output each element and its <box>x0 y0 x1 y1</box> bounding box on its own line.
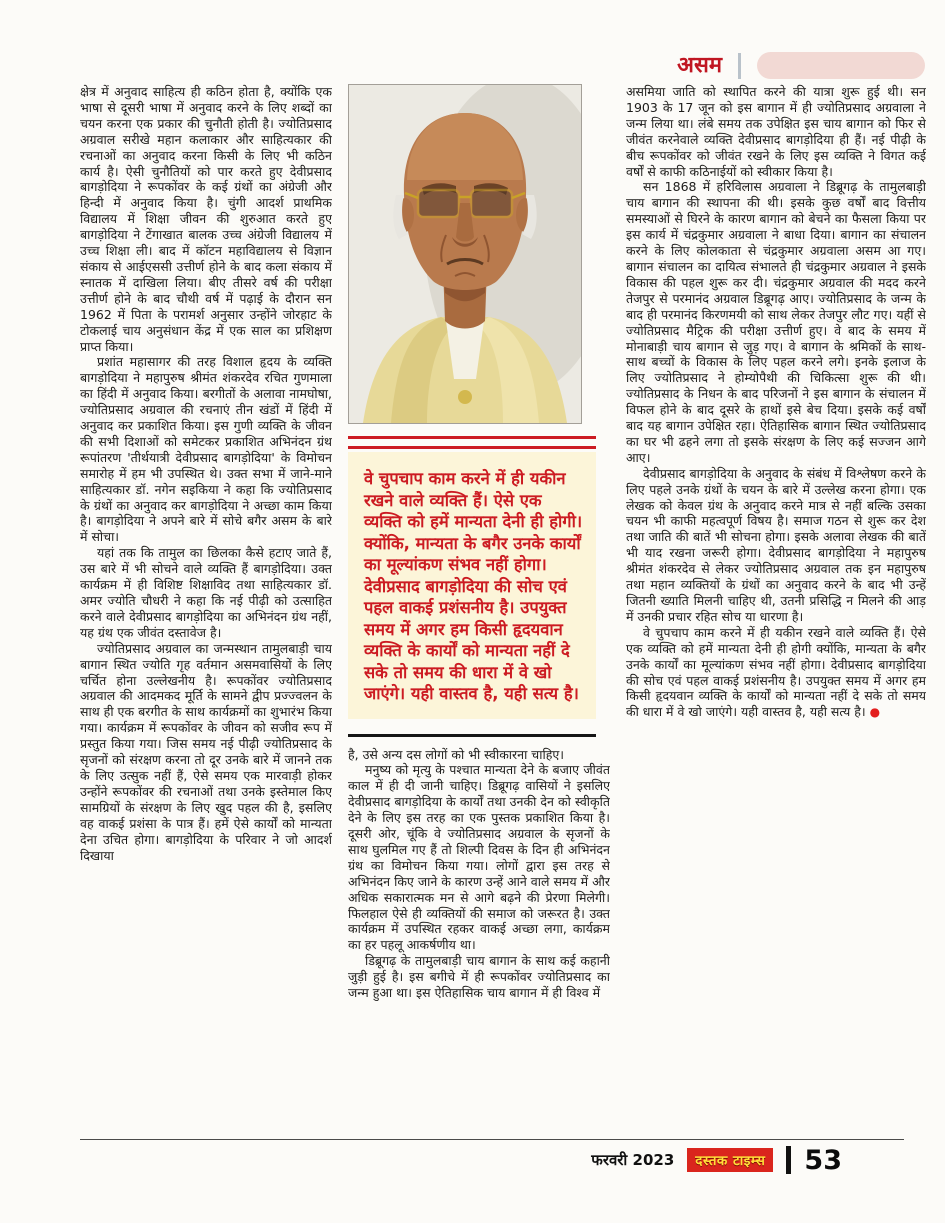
paragraph: असमिया जाति को स्थापित करने की यात्रा शुरू हुई थी। सन 1903 के 17 जून को इस बागान में ही ज्योतिप्रसाद अग्रवाला ने जन्म लिया था। लंबे समय तक उपेक्षित इस चाय बागान को फिर से जीवंत करनेवाले व्यक्ति देवीप्रसाद बागड़ोदिया ही हैं। नई पीढ़ी के बीच रूपकोंवर को जीवंत रखने के लिए इस व्यक्ति ने विगत कई वर्षों से काफी कठिनाईयों को स्वीकार किया है। <box>626 84 926 179</box>
paragraph: ज्योतिप्रसाद अग्रवाल का जन्मस्थान तामुलबाड़ी चाय बागान स्थित ज्योति गृह वर्तमान असमवासियों के लिए चर्चित होना उल्लेखनीय है। रूपकोंवर ज्योतिप्रसाद अग्रवाल की आदमकद मूर्ति के सामने द्वीप प्रज्ज्वलन के साथ ही एक बरगीत के साथ कार्यक्रमों का शुभारंभ किया गया। कार्यक्रम में रूपकोंवर के जीवन को सजीव रूप में प्रस्तुत किया गया। जिस समय नई पीढ़ी ज्योतिप्रसाद के सृजनों को संरक्षण करना तो दूर उनके बारे में जानने तक के लिए उत्सुक नहीं हैं, ऐसे समय एक मारवाड़ी होकर उन्होंने रूपकोंवर की रचनाओं तथा उनके इस्तेमाल किए सामग्रियों के संरक्षण के लिए खुद पहल की है, इसलिए वह वाकई प्रशंसा के पात्र हैं। हमें ऐसे कार्यों को मान्यता देना उचित होगा। बागड़ोदिया के परिवार ने जो आदर्श दिखाया <box>80 640 332 863</box>
footer-rule <box>80 1139 904 1140</box>
paragraph: प्रशांत महासागर की तरह विशाल हृदय के व्यक्ति बागड़ोदिया ने महापुरुष श्रीमंत शंकरदेव रचित गुणमाला का हिंदी में अनुवाद किया। बरगीतों के अलावा नामघोषा, ज्योतिप्रसाद अग्रवाल की रचनाएं तीन खंडों में हिंदी में अनुवाद कर प्रकाशित किया। इस गुणी व्यक्ति के जीवन की सभी दिशाओं को समेटकर प्रकाशित अभिनंदन ग्रंथ रूपांतरण 'तीर्थयात्री देवीप्रसाद बागड़ोदिया' के विमोचन समारोह में हम भी उपस्थित थे। उक्त सभा में जाने-माने साहित्यकार डॉ. नगेन सइकिया ने कहा कि ज्योतिप्रसाद के ग्रंथों का अनुवाद कर बागड़ोदिया ने अच्छा काम किया है। बागड़ोदिया ने अपने बारे में सोचे बगैर असम के बारे में सोचा। <box>80 354 332 545</box>
paragraph-text: वे चुपचाप काम करने में ही यकीन रखने वाले व्यक्ति हैं। ऐसे एक व्यक्ति को हमें मान्यता देनी ही होगी क्योंकि, मान्यता के बगैर उनके कार्यों का मूल्यांकण संभव नहीं होगा। देवीप्रसाद बागड़ोदिया की सोच एवं पहल वाकई प्रशंसनीय है। उपयुक्त समय में अगर हम किसी हृदयवान व्यक्ति के कार्यों को मान्यता नहीं दे सके तो समय की धारा में वे खो जाएंगे। यही वास्तव है, यही सत्य है। <box>626 624 926 720</box>
page-number: 53 <box>804 1144 842 1176</box>
masthead-placeholder <box>757 52 925 79</box>
section-title: असम <box>677 52 722 78</box>
page-header <box>677 52 925 79</box>
paragraph <box>626 625 926 721</box>
black-rule <box>348 734 596 737</box>
page-footer <box>80 1146 842 1174</box>
column-left <box>80 84 332 1134</box>
portrait-photo <box>348 84 582 424</box>
paragraph: क्षेत्र में अनुवाद साहित्य ही कठिन होता है, क्योंकि एक भाषा से दूसरी भाषा में अनुवाद करने के लिए शब्दों का चयन करना एक प्रकार की चुनौती होती है। ज्योतिप्रसाद अग्रवाल सरीखे महान कलाकार और साहित्यकार की रचनाओं का अनुवाद करना किसी के लिए भी कठिन कार्य है। ऐसी चुनौतियों को पार करते हुए देवीप्रसाद बागड़ोदिया ने रूपकोंवर के कई ग्रंथों का अंग्रेजी और हिन्दी में अनुवाद किया है। चुंगी आदर्श प्राथमिक विद्यालय में शिक्षा जीवन की शुरुआत करते हुए बागड़ोदिया ने टेंगाखात बालक उच्च अंग्रेजी विद्यालय में उच्च शिक्षा ली। बाद में कॉटन महाविद्यालय से विज्ञान संकाय से आईएससी उत्तीर्ण होने के बाद कला संकाय में स्नातक में दाखिला लिया। बीए तीसरे वर्ष की परीक्षा उत्तीर्ण होने के बाद चौथी वर्ष में पढ़ाई के दौरान सन 1962 में पिता के परामर्श अनुसार उन्होंने जोरहाट के टोकलाई चाय अनुसंधान केंद्र में एक साल का प्रशिक्षण प्राप्त किया। <box>80 84 332 354</box>
pull-quote-box <box>348 452 596 719</box>
footer-divider-bar <box>786 1146 791 1174</box>
column-right <box>626 84 926 1114</box>
magazine-logo: दस्तक टाइम्स <box>687 1148 773 1172</box>
paragraph: यहां तक कि तामुल का छिलका कैसे हटाए जाते हैं, उस बारे में भी सोचने वाले व्यक्ति हैं बागड़ोदिया। उक्त कार्यक्रम में ही विशिष्ट शिक्षाविद तथा साहित्यकार डॉ. अमर ज्योति चौधरी ने कहा कि नई पीढ़ी को उत्साहित करने वाले देवीप्रसाद बागड़ोदिया का अभिनंदन ग्रंथ नहीं, यह ग्रंथ एक जीवंत दस्तावेज है। <box>80 545 332 640</box>
pull-quote-text: वे चुपचाप काम करने में ही यकीन रखने वाले व्यक्ति हैं। ऐसे एक व्यक्ति को हमें मान्यता देनी ही होगी। क्योंकि, मान्यता के बगैर उनके कार्यों का मूल्यांकण संभव नहीं होगा। देवीप्रसाद बागड़ोदिया की सोच एवं पहल वाकई प्रशंसनीय है। उपयुक्त समय में अगर हम किसी हृदयवान व्यक्ति के कार्यों को मान्यता नहीं दे सके तो समय की धारा में वे खो जाएंगे। यही वास्तव है, यही सत्य है। <box>364 469 583 703</box>
column-middle <box>348 84 610 1174</box>
header-divider <box>738 53 741 79</box>
paragraph: मनुष्य को मृत्यु के पश्चात मान्यता देने के बजाए जीवंत काल में ही दी जानी चाहिए। डिब्रूगढ़ वासियों ने इसलिए देवीप्रसाद बागड़ोदिया के कार्यों तथा उनकी देन को स्वीकृति देने के लिए इस तरह का एक पुस्तक प्रकाशित किया है। दूसरी ओर, चूंकि वे ज्योतिप्रसाद अग्रवाल के सृजनों के साथ घुलमिल गए हैं तो शिल्पी दिवस के दिन ही अभिनंदन ग्रंथ का विमोचन किया गया। लोगों द्वारा इस तरह से अभिनंदन किए जाने के कारण उन्हें आने वाले समय में और अधिक सकारात्मक मन से आगे बढ़ने की प्रेरणा मिलेगी। फिलहाल ऐसे ही व्यक्तियों की समाज को जरूरत है। उक्त कार्यक्रम में उपस्थित रहकर वाकई अच्छा लगा, कार्यक्रम का हर पहलू आकर्षणीय था। <box>348 762 610 953</box>
paragraph: है, उसे अन्य दस लोगों को भी स्वीकारना चाहिए। <box>348 746 564 762</box>
paragraph: डिब्रूगढ़ के तामुलबाड़ी चाय बागान के साथ कई कहानी जुड़ी हुई है। इस बगीचे में ही रूपकोंवर ज्योतिप्रसाद का जन्म हुआ था। इस ऐतिहासिक चाय बागान में ही विश्व में <box>348 953 610 1001</box>
paragraph: देवीप्रसाद बागड़ोदिया के अनुवाद के संबंध में विश्लेषण करने के लिए पहले उनके ग्रंथों के चयन के बारे में उल्लेख करना होगा। एक लेखक को केवल ग्रंथ के अनुवाद करने मात्र से नहीं बल्कि उसका चयन भी काफी महत्वपूर्ण विषय है। समाज गठन से शुरू कर देश तथा जाति की बातें भी सोचना होगा। इसके अलावा लेखक की बातें भी याद रखना जरूरी होगा। देवीप्रसाद बागड़ोदिया ने महापुरुष श्रीमंत शंकरदेव से लेकर ज्योतिप्रसाद अग्रवाल तक इन महापुरुष तथा महान व्यक्तियों के ग्रंथों का अनुवाद करने के बाद भी उन्हें जितनी ख्याति मिलनी चाहिए थी, उतनी प्रसिद्धि न मिलने की आड़ में उनकी प्रचार रहित सोच या धारणा है। <box>626 465 926 624</box>
issue-date: फरवरी 2023 <box>591 1151 675 1169</box>
paragraph: सन 1868 में हरिविलास अग्रवाला ने डिब्रूगढ़ के तामुलबाड़ी चाय बागान की स्थापना की थी। इसके कुछ वर्षों बाद वित्तीय समस्याओं से घिरने के कारण बागान को बेचने का फैसला किया पर इस कार्य में चंद्रकुमार अग्रवाला ने बाधा दिया। बागान का संचालन करने के लिए कोलकाता से चंद्रकुमार अग्रवाला असम आ गए। बागान संचालन का दायित्व संभालते ही चंद्रकुमार अग्रवाल ने इसके विकास की पहल शुरू कर दी। चंद्रकुमार अग्रवाल की मदद करने तेजपुर से परमानंद अग्रवाल डिब्रूगढ़ आए। ज्योतिप्रसाद के जन्म के बाद ही परमानंद किरणमयी को साथ लेकर तेजपुर लौट गए। यहीं से ज्योतिप्रसाद मैट्रिक की परीक्षा उत्तीर्ण हुए। वे बाद के समय में मोनाबाड़ी चाय बागान से जुड़ गए। वे बागान के श्रमिकों के साथ-साथ बच्चों के विकास के लिए पहल करने लगे। इनके इलाज के लिए ज्योतिप्रसाद ने होम्योपैथी की चिकित्सा शुरू की थी। ज्योतिप्रसाद के निधन के बाद परिजनों ने इस बागान के संचालन में विफल होने के बाद दूसरे के हाथों इसे बेच दिया। इसके कई वर्षों बाद यह बागान उपेक्षित रहा। ऐतिहासिक बागान स्थित ज्योतिप्रसाद का घर भी ढहने लगा तो इसके संरक्षण के लिए कई सज्जन आगे आए। <box>626 179 926 465</box>
article-end-dot: ● <box>869 705 881 720</box>
portrait-illustration <box>349 85 581 423</box>
red-double-rule <box>348 436 596 449</box>
